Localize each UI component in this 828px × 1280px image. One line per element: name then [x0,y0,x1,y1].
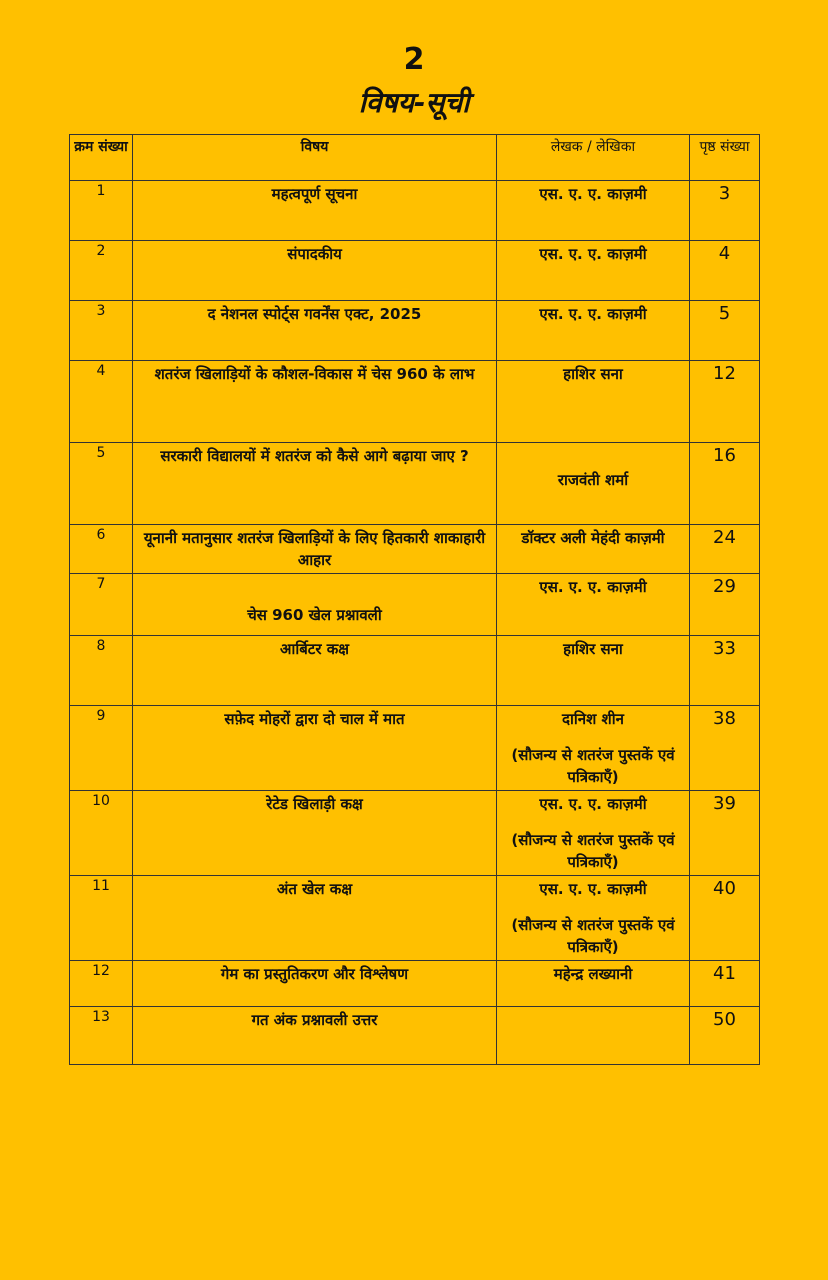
row-topic-text: द नेशनल स्पोर्ट्स गवर्नेंस एक्ट, 2025 [207,305,422,323]
row-author [497,636,690,706]
row-page-number: 29 [690,574,760,636]
row-topic-text: सरकारी विद्यालयों में शतरंज को कैसे आगे बढ़ाया जाए ? [160,447,469,465]
row-serial: 6 [70,525,133,574]
row-author [497,361,690,443]
row-topic [133,443,497,525]
row-author [497,241,690,301]
row-author-text: एस. ए. ए. काज़मी [539,880,647,898]
page-number: 2 [403,42,425,77]
page-title: विषय-सूची [358,86,470,119]
row-topic [133,181,497,241]
row-author-text: दानिश शीन [562,710,624,728]
row-author-text: एस. ए. ए. काज़मी [539,578,647,596]
toc-row [70,574,760,636]
row-serial: 3 [70,301,133,361]
toc-table [69,134,760,1065]
row-courtesy-note: (सौजन्य से शतरंज पुस्तकें एवं पत्रिकाएँ) [511,746,675,786]
toc-row [70,525,760,574]
row-page-number: 38 [690,706,760,791]
row-author [497,525,690,574]
row-topic [133,876,497,961]
row-topic-text: संपादकीय [287,245,342,263]
row-topic-text: शतरंज खिलाड़ियों के कौशल-विकास में चेस 960 के लाभ [154,365,475,383]
toc-row [70,361,760,443]
row-author-text: हाशिर सना [563,365,623,383]
row-serial: 9 [70,706,133,791]
row-author [497,301,690,361]
row-serial: 13 [70,1007,133,1065]
toc-row [70,1007,760,1065]
row-courtesy-note: (सौजन्य से शतरंज पुस्तकें एवं पत्रिकाएँ) [511,831,675,871]
row-topic-text: यूनानी मतानुसार शतरंज खिलाड़ियों के लिए हितकारी शाकाहारी आहार [143,529,486,569]
row-topic [133,961,497,1007]
row-author-text: एस. ए. ए. काज़मी [539,305,647,323]
row-topic-text: गत अंक प्रश्नावली उत्तर [251,1011,378,1029]
row-page-number: 12 [690,361,760,443]
row-page-number: 40 [690,876,760,961]
row-author-text: राजवंती शर्मा [557,471,629,489]
row-author-text: एस. ए. ए. काज़मी [539,245,647,263]
row-page-number: 39 [690,791,760,876]
row-serial: 4 [70,361,133,443]
row-serial: 12 [70,961,133,1007]
row-author [497,961,690,1007]
toc-row [70,181,760,241]
row-author [497,574,690,636]
toc-row [70,241,760,301]
row-serial: 2 [70,241,133,301]
row-author [497,876,690,961]
row-serial: 10 [70,791,133,876]
row-author [497,791,690,876]
row-serial: 11 [70,876,133,961]
header-page: पृष्ठ संख्या [690,135,760,181]
row-page-number: 50 [690,1007,760,1065]
row-page-number: 3 [690,181,760,241]
row-topic-text: आर्बिटर कक्ष [280,640,349,658]
row-author-text: एस. ए. ए. काज़मी [539,185,647,203]
header-topic: विषय [133,135,497,181]
row-topic [133,361,497,443]
row-topic [133,636,497,706]
row-topic-text: अंत खेल कक्ष [276,880,353,898]
row-author-text: महेन्द्र लख्यानी [553,965,633,983]
row-author [497,181,690,241]
row-author-text: हाशिर सना [563,640,623,658]
row-page-number: 5 [690,301,760,361]
row-topic-text: रेटेड खिलाड़ी कक्ष [266,795,363,813]
row-serial: 8 [70,636,133,706]
toc-row [70,876,760,961]
row-author [497,706,690,791]
row-page-number: 33 [690,636,760,706]
header-serial: क्रम संख्या [70,135,133,181]
row-topic [133,1007,497,1065]
row-page-number: 4 [690,241,760,301]
toc-header-row [70,135,760,181]
row-topic [133,574,497,636]
row-page-number: 24 [690,525,760,574]
row-topic-text: गेम का प्रस्तुतिकरण और विश्लेषण [220,965,409,983]
row-author [497,443,690,525]
toc-row [70,791,760,876]
row-topic [133,706,497,791]
row-topic [133,791,497,876]
row-author [497,1007,690,1065]
row-author-text: एस. ए. ए. काज़मी [539,795,647,813]
toc-row [70,706,760,791]
row-topic-text: चेस 960 खेल प्रश्नावली [247,606,382,624]
row-topic [133,241,497,301]
row-serial: 1 [70,181,133,241]
toc-row [70,443,760,525]
toc-row [70,961,760,1007]
header-author: लेखक / लेखिका [497,135,690,181]
row-topic [133,301,497,361]
row-courtesy-note: (सौजन्य से शतरंज पुस्तकें एवं पत्रिकाएँ) [511,916,675,956]
row-topic-text: सफ़ेद मोहरों द्वारा दो चाल में मात [224,710,405,728]
row-page-number: 16 [690,443,760,525]
row-serial: 5 [70,443,133,525]
row-page-number: 41 [690,961,760,1007]
row-author-text: डॉक्टर अली मेहंदी काज़मी [521,529,665,547]
row-serial: 7 [70,574,133,636]
row-topic [133,525,497,574]
toc-row [70,301,760,361]
row-topic-text: महत्वपूर्ण सूचना [271,185,358,203]
toc-row [70,636,760,706]
